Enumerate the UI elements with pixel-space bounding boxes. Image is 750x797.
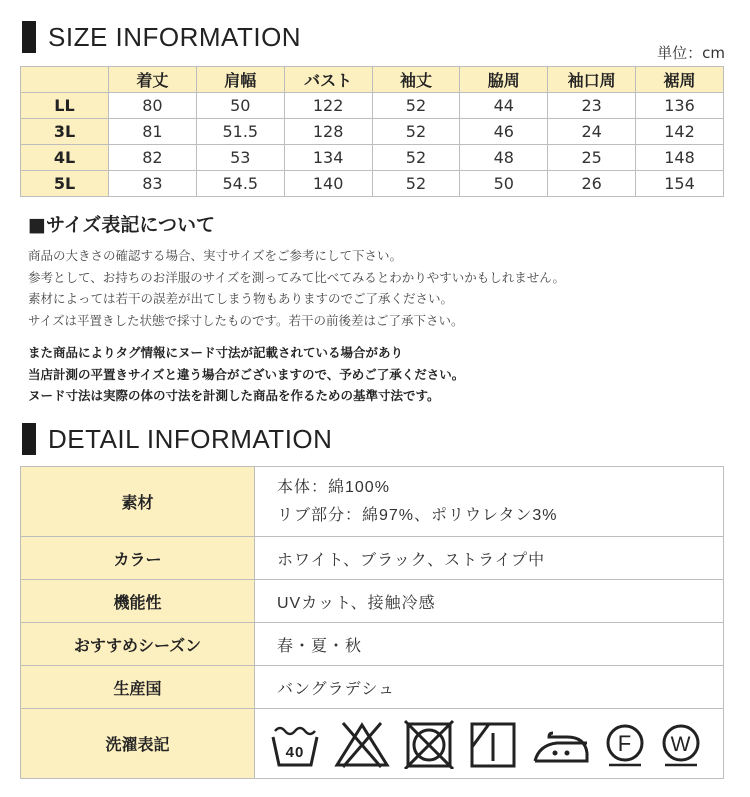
- table-cell: 50: [196, 93, 284, 119]
- notes-bold-text: [28, 342, 464, 407]
- table-cell: 23: [548, 93, 636, 119]
- table-cell: 82: [109, 145, 197, 171]
- detail-info-header: [22, 421, 332, 457]
- unit-label: 単位：cm: [657, 44, 725, 62]
- corner-cell: [21, 67, 109, 93]
- detail-label: 生産国: [21, 666, 255, 709]
- detail-label: 洗濯表記: [21, 709, 255, 779]
- wash-40-icon: [269, 719, 321, 769]
- detail-value: 春・夏・秋: [255, 623, 724, 666]
- size-info-title: SIZE INFORMATION: [48, 21, 302, 52]
- table-row: [21, 119, 724, 145]
- care-symbols: [255, 709, 724, 779]
- table-cell: 81: [109, 119, 197, 145]
- detail-label: おすすめシーズン: [21, 623, 255, 666]
- table-cell: 154: [636, 171, 724, 197]
- svg-text:F: F: [617, 730, 633, 756]
- detail-value: [255, 467, 724, 537]
- table-cell: 142: [636, 119, 724, 145]
- notes-heading: ■サイズ表記について: [28, 214, 216, 236]
- detail-label: カラー: [21, 537, 255, 580]
- table-cell: 53: [196, 145, 284, 171]
- table-cell: 128: [284, 119, 372, 145]
- table-cell: 24: [548, 119, 636, 145]
- note-bold-line: 当店計測の平置きサイズと違う場合がございますので、予めご了承ください。: [28, 366, 465, 382]
- svg-text:40: 40: [285, 743, 305, 761]
- detail-info-title: DETAIL INFORMATION: [48, 423, 333, 454]
- iron-medium-icon: [531, 719, 591, 769]
- no-tumble-dry-icon: [403, 719, 455, 769]
- note-line: サイズは平置きした状態で採寸したものです。若干の前後差はご了承下さい。: [28, 312, 464, 328]
- detail-label: 素材: [21, 467, 255, 537]
- notes-text: [28, 245, 565, 331]
- detail-value: UVカット、接触冷感: [255, 580, 724, 623]
- detail-table: [20, 466, 724, 779]
- col-header: 脇周: [460, 67, 548, 93]
- table-cell: 140: [284, 171, 372, 197]
- detail-line: 本体：綿100%: [277, 478, 390, 496]
- table-cell: 122: [284, 93, 372, 119]
- size-label: 3L: [21, 119, 109, 145]
- size-label: 5L: [21, 171, 109, 197]
- size-label: 4L: [21, 145, 109, 171]
- detail-row-material: [21, 467, 724, 537]
- table-cell: 80: [109, 93, 197, 119]
- no-bleach-icon: [333, 719, 391, 769]
- note-line: 参考として、お持ちのお洋服のサイズを測ってみて比べてみるとわかりやすいかもしれません。: [28, 269, 566, 285]
- table-cell: 148: [636, 145, 724, 171]
- table-cell: 52: [372, 171, 460, 197]
- table-cell: 48: [460, 145, 548, 171]
- table-row: [21, 171, 724, 197]
- table-cell: 46: [460, 119, 548, 145]
- table-cell: 52: [372, 145, 460, 171]
- col-header: 着丈: [109, 67, 197, 93]
- table-cell: 54.5: [196, 171, 284, 197]
- line-dry-icon: [467, 719, 519, 769]
- dry-clean-f-icon: [603, 719, 647, 769]
- detail-row-function: [21, 580, 724, 623]
- table-cell: 52: [372, 119, 460, 145]
- note-line: 素材によっては若干の誤差が出てしまう物もありますのでご了承ください。: [28, 291, 454, 306]
- title-bar: [22, 21, 36, 53]
- table-cell: 50: [460, 171, 548, 197]
- detail-line: リブ部分：綿97%、ポリウレタン3%: [277, 506, 558, 524]
- title-bar: [22, 423, 36, 455]
- col-header: 裾周: [636, 67, 724, 93]
- col-header: バスト: [284, 67, 372, 93]
- col-header: 肩幅: [196, 67, 284, 93]
- table-cell: 44: [460, 93, 548, 119]
- table-cell: 25: [548, 145, 636, 171]
- table-cell: 134: [284, 145, 372, 171]
- note-bold-line: ヌード寸法は実際の体の寸法を計測した商品を作るための基準寸法です。: [28, 388, 440, 403]
- table-cell: 51.5: [196, 119, 284, 145]
- detail-value: ホワイト、ブラック、ストライプ中: [255, 537, 724, 580]
- note-line: 商品の大きさの確認する場合、実寸サイズをご参考にして下さい。: [28, 248, 403, 263]
- wet-clean-w-icon: [659, 719, 703, 769]
- size-table: [20, 66, 724, 197]
- table-cell: 26: [548, 171, 636, 197]
- detail-row-season: [21, 623, 724, 666]
- col-header: 袖丈: [372, 67, 460, 93]
- detail-row-origin: [21, 666, 724, 709]
- size-label: LL: [21, 93, 109, 119]
- col-header: 袖口周: [548, 67, 636, 93]
- note-bold-line: また商品によりタグ情報にヌード寸法が記載されている場合があり: [28, 345, 404, 360]
- table-cell: 136: [636, 93, 724, 119]
- table-cell: 52: [372, 93, 460, 119]
- size-table-header: [21, 67, 724, 93]
- detail-label: 機能性: [21, 580, 255, 623]
- detail-row-color: [21, 537, 724, 580]
- size-info-header: [22, 19, 301, 55]
- table-cell: 83: [109, 171, 197, 197]
- table-row: [21, 93, 724, 119]
- detail-value: バングラデシュ: [255, 666, 724, 709]
- table-row: [21, 145, 724, 171]
- svg-text:W: W: [670, 732, 692, 756]
- detail-row-care: [21, 709, 724, 779]
